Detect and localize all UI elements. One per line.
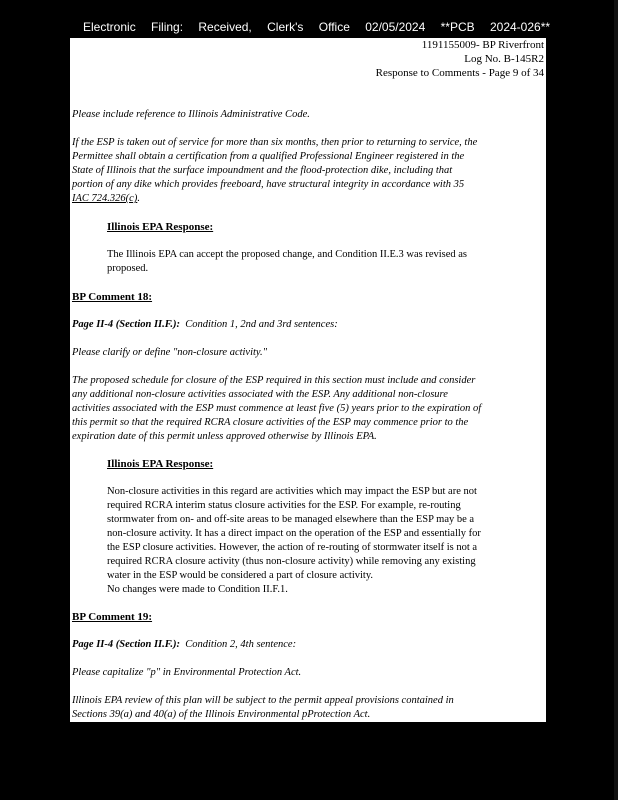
section-ref: Page II-4 (Section II.F.): xyxy=(72,319,181,330)
filing-word: Clerk's xyxy=(267,20,304,34)
page-frame-edge xyxy=(614,0,618,800)
response-text xyxy=(107,248,544,276)
comment-19-quote xyxy=(72,694,546,722)
text-line: non-closure activity. It has a direct impact on the operation of the ESP and essentially for xyxy=(107,528,481,539)
text-line: water in the ESP would be considered a part of closure activity. xyxy=(107,570,374,581)
text-line: Sections 39(a) and 40(a) of the Illinois Environmental pProtection Act. xyxy=(72,709,371,720)
text-line: required RCRA closure activity (thus non-closure activity) while removing any existing xyxy=(107,556,476,567)
comment-19-reference xyxy=(72,638,546,652)
section-ref-detail: Condition 2, 4th sentence: xyxy=(185,639,297,650)
text-line: the ESP closure activities. However, the action of re-routing of stormwater itself is not a xyxy=(107,542,478,553)
electronic-filing-stamp xyxy=(83,20,551,36)
text-line: this permit so that the required RCRA closure activities of the ESP may commence prior to the xyxy=(72,417,469,428)
comment-18-quote xyxy=(72,374,546,444)
text-line: Illinois EPA review of this plan will be subject to the permit appeal provisions contained in xyxy=(72,695,454,706)
comment-18-reference xyxy=(72,318,546,332)
text-line: State of Illinois that the surface impoundment and the flood-protection dike, including that xyxy=(72,165,453,176)
filing-date: 02/05/2024 xyxy=(365,20,426,34)
text-line: Non-closure activities in this regard are activities which may impact the ESP but are not xyxy=(107,486,477,497)
response-heading: Illinois EPA Response: xyxy=(107,221,214,233)
text-line: activities associated with the ESP must commence at least five (5) years prior to the expiration of xyxy=(72,403,482,414)
text-punct: . xyxy=(137,193,140,204)
filing-word: Office xyxy=(318,20,350,34)
document-page xyxy=(70,38,546,722)
text-line: If the ESP is taken out of service for more than six months, then prior to returning to service, the xyxy=(72,137,478,148)
filing-case-number: 2024-026** xyxy=(489,20,551,34)
response-text xyxy=(107,485,544,597)
text-line: Permittee shall obtain a certification from a qualified Professional Engineer registered in the xyxy=(72,151,465,162)
text-line: portion of any dike which provides freeboard, have structural integrity in accordance with 35 xyxy=(72,179,465,190)
filing-word: Filing: xyxy=(151,20,184,34)
filing-word: Electronic xyxy=(83,20,136,34)
text-line: stormwater from on- and off-site areas to be managed elsewhere than the ESP may be a xyxy=(107,514,475,525)
page-reference: Response to Comments - Page 9 of 34 xyxy=(375,67,544,79)
response-heading: Illinois EPA Response: xyxy=(107,458,214,470)
code-reference: IAC 724.326(c) xyxy=(72,193,138,204)
comment-18-request: Please clarify or define "non-closure activity." xyxy=(72,347,268,358)
log-number: Log No. B-145R2 xyxy=(464,53,544,65)
text-line: The proposed schedule for closure of the ESP required in this section must include and consider xyxy=(72,375,476,386)
text-line: required RCRA interim status closure activities for the ESP. For example, re-routing xyxy=(107,500,461,511)
section-ref: Page II-4 (Section II.F.): xyxy=(72,639,181,650)
filing-word: **PCB xyxy=(440,20,475,34)
permit-number: 1191155009- BP Riverfront xyxy=(421,39,544,51)
text-line: The Illinois EPA can accept the proposed change, and Condition II.E.3 was revised as xyxy=(107,249,468,260)
paragraph-admin-code: Please include reference to Illinois Administrative Code. xyxy=(72,109,310,120)
section-ref-detail: Condition 1, 2nd and 3rd sentences: xyxy=(185,319,338,330)
comment-heading-18: BP Comment 18: xyxy=(72,291,153,303)
text-line: proposed. xyxy=(107,263,149,274)
comment-heading-19: BP Comment 19: xyxy=(72,611,153,623)
paragraph-esp-service xyxy=(72,136,546,206)
text-line: No changes were made to Condition II.F.1. xyxy=(107,584,288,595)
comment-19-request: Please capitalize "p" in Environmental Protection Act. xyxy=(72,667,302,678)
text-line: any additional non-closure activities associated with the ESP. Any additional non-closure xyxy=(72,389,448,400)
text-line: expiration date of this permit unless approved otherwise by Illinois EPA. xyxy=(72,431,377,442)
filing-word: Received, xyxy=(198,20,252,34)
